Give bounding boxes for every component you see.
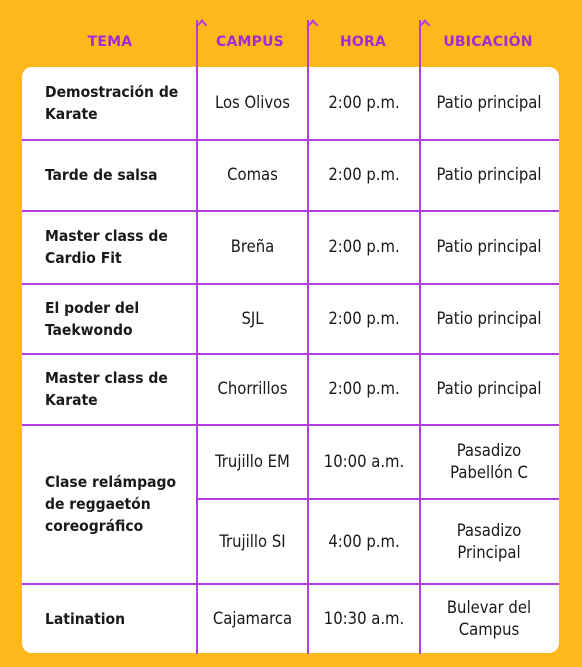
- header-campus: CAMPUS: [216, 34, 284, 50]
- header-ubicacion: UBICACIÓN: [443, 34, 533, 50]
- table-cell-ubicacion: Pasadizo Pabellón C: [450, 440, 528, 482]
- table-cell-campus: Trujillo SI: [219, 531, 286, 551]
- table-cell-hora: 2:00 p.m.: [328, 379, 400, 398]
- table-cell-hora: 4:00 p.m.: [328, 531, 400, 551]
- header-tema: TEMA: [87, 34, 133, 50]
- table-cell-hora: 2:00 p.m.: [328, 308, 400, 328]
- header-hora: HORA: [339, 34, 387, 50]
- table-cell-hora: 2:00 p.m.: [328, 237, 400, 256]
- arrow-up-icon: [307, 18, 319, 26]
- table-cell-ubicacion: Bulevar del Campus: [446, 598, 532, 639]
- table-cell-campus: Comas: [227, 165, 278, 184]
- table-cell-campus: Los Olivos: [214, 93, 291, 112]
- table-cell-hora: 10:00 a.m.: [323, 451, 405, 471]
- table-cell-campus: Chorrillos: [217, 379, 288, 398]
- table-cell-campus: SJL: [241, 308, 264, 328]
- table-cell-tema: El poder del Taekwondo: [45, 298, 140, 339]
- table-cell-tema: Clase relámpago de reggaetón coreográfico: [45, 473, 177, 535]
- table-cell-ubicacion: Patio principal: [436, 237, 542, 256]
- arrow-up-icon: [419, 18, 431, 26]
- table-cell-ubicacion: Patio principal: [436, 165, 542, 184]
- table-cell-ubicacion: Patio principal: [436, 379, 542, 398]
- table-cell-campus: Cajamarca: [212, 609, 293, 628]
- table-cell-hora: 2:00 p.m.: [328, 93, 400, 112]
- table-cell-campus: Trujillo EM: [215, 451, 290, 471]
- table-cell-ubicacion: Patio principal: [436, 93, 542, 112]
- table-cell-tema: Master class de Cardio Fit: [45, 227, 168, 267]
- table-cell-tema: Master class de Karate: [45, 369, 168, 409]
- table-cell-campus: Breña: [230, 237, 275, 256]
- table-cell-ubicacion: Pasadizo Principal: [456, 520, 522, 562]
- table-cell-hora: 10:30 a.m.: [323, 609, 405, 628]
- table-cell-tema: Demostración de Karate: [45, 83, 179, 123]
- table-cell-hora: 2:00 p.m.: [328, 165, 400, 184]
- arrow-up-icon: [196, 18, 208, 26]
- table-cell-tema: Tarde de salsa: [45, 166, 158, 184]
- table-cell-ubicacion: Patio principal: [436, 308, 542, 328]
- table-cell-tema: Latination: [45, 610, 126, 628]
